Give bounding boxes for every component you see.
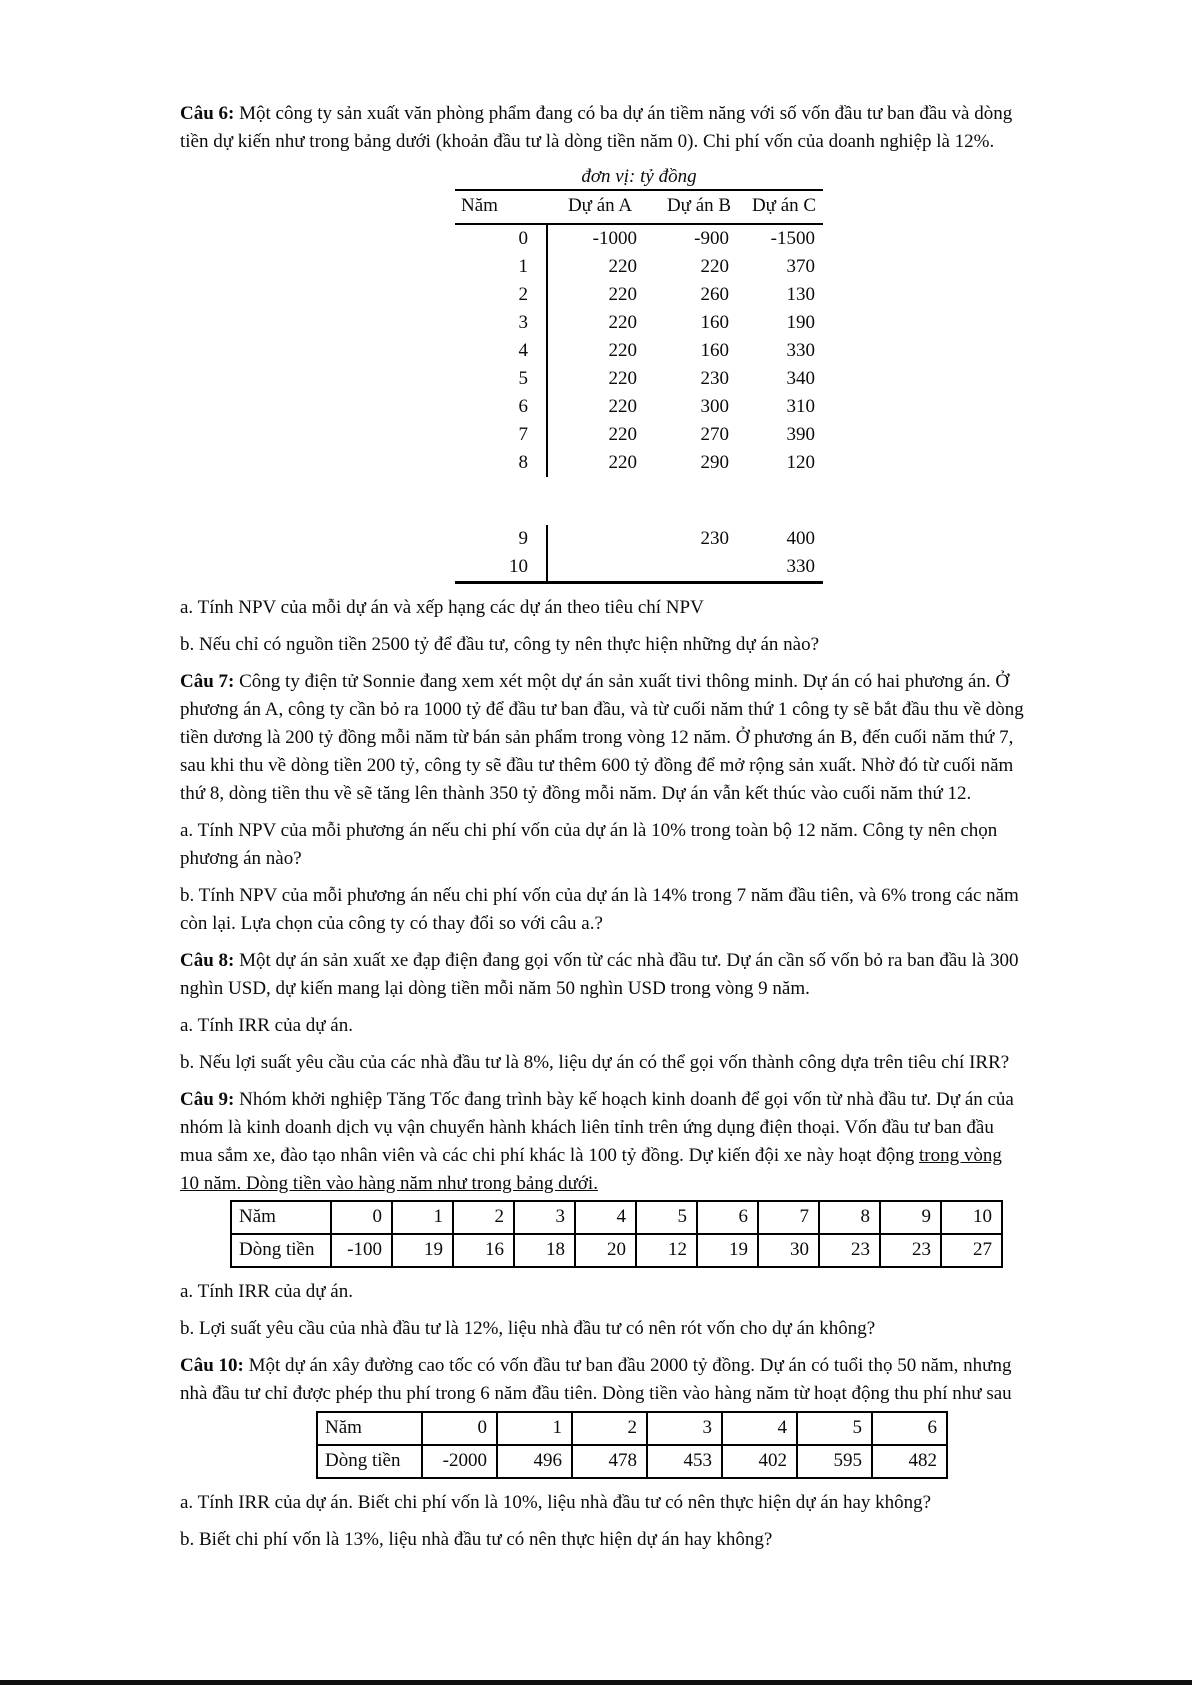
table-cell: 1: [455, 253, 547, 281]
table-cell: 9: [880, 1201, 941, 1234]
table-cell: [547, 525, 653, 553]
table-cell: 340: [786, 368, 815, 389]
table-cell: 120: [786, 452, 815, 473]
bottom-screen-edge-bar: [0, 1680, 1192, 1685]
table-cell: 9: [455, 525, 547, 553]
table-cell: 1: [497, 1412, 572, 1445]
table-cell: -1500: [770, 228, 815, 249]
table-cell: 1: [392, 1201, 453, 1234]
question-9-label: Câu 9:: [180, 1089, 235, 1110]
table-cell: 496: [497, 1445, 572, 1478]
document-body: [180, 100, 1025, 1563]
question-7-text: Công ty điện tử Sonnie đang xem xét một dự án sản xuất tivi thông minh. Dự án có hai phương án. Ở phương án A, công ty cần bỏ ra 1000 tỷ để đầu tư ban đầu, và từ cuối năm thứ 1 công ty sẽ bắt đầu thu về dòng tiền dương là 200 tỷ đồng mỗi năm từ bán sản phẩm trong vòng 12 năm. Ở phương án B, đến cuối năm thứ 7, sau khi thu về dòng tiền 200 tỷ, công ty sẽ đầu tư thêm 600 tỷ đồng để mở rộng sản xuất. Nhờ đó từ cuối năm thứ 8, dòng tiền thu về sẽ tăng lên thành 350 tỷ đồng mỗi năm. Dự án vẫn kết thúc vào cuối năm thứ 12.: [180, 671, 1024, 804]
table-cell: 23: [819, 1234, 880, 1267]
q6-header-project-c: Dự án C: [745, 190, 823, 224]
table-cell: 220: [608, 312, 637, 333]
question-8-label: Câu 8:: [180, 950, 235, 971]
table-cell: 2: [572, 1412, 647, 1445]
question-7-label: Câu 7:: [180, 671, 235, 692]
table-row: [455, 365, 823, 393]
q6-table-header-row: [455, 190, 823, 224]
table-cell: 23: [880, 1234, 941, 1267]
table-row: [455, 224, 823, 253]
table-cell: 27: [941, 1234, 1002, 1267]
table-cell: 3: [455, 309, 547, 337]
question-10-label: Câu 10:: [180, 1355, 244, 1376]
table-cell: 160: [700, 312, 729, 333]
table-cell: 130: [786, 284, 815, 305]
table-cell: 7: [758, 1201, 819, 1234]
question-10-text: Một dự án xây đường cao tốc có vốn đầu tư ban đầu 2000 tỷ đồng. Dự án có tuổi thọ 50 năm, nhưng nhà đầu tư chỉ được phép thu phí trong 6 năm đầu tiên. Dòng tiền vào hàng năm từ hoạt động thu phí như sau: [180, 1355, 1012, 1404]
question-8-text: Một dự án sản xuất xe đạp điện đang gọi vốn từ các nhà đầu tư. Dự án cần số vốn bỏ ra ban đầu là 300 nghìn USD, dự kiến mang lại dòng tiền mỗi năm 50 nghìn USD trong vòng 9 năm.: [180, 950, 1019, 999]
table-cell: -1000: [592, 228, 637, 249]
table-cell: 2: [455, 281, 547, 309]
question-10-paragraph: [180, 1352, 1025, 1408]
question-6-label: Câu 6:: [180, 103, 235, 124]
table-spacer-row: [455, 477, 823, 525]
table-row: [455, 253, 823, 281]
q6-header-project-b: Dự án B: [653, 190, 745, 224]
table-cell: 19: [392, 1234, 453, 1267]
table-row: [455, 421, 823, 449]
q6-header-year: Năm: [455, 190, 547, 224]
table-cell: 5: [455, 365, 547, 393]
table-cell: 330: [786, 340, 815, 361]
table-cell: 3: [647, 1412, 722, 1445]
q10-table-header-row: [317, 1412, 947, 1445]
table-cell: Dòng tiền: [317, 1445, 422, 1478]
table-cell: [653, 553, 745, 583]
table-cell: 3: [514, 1201, 575, 1234]
table-cell: 310: [786, 396, 815, 417]
table-cell: 370: [786, 256, 815, 277]
table-cell: Năm: [231, 1201, 331, 1234]
table-cell: 8: [819, 1201, 880, 1234]
question-8-paragraph: [180, 947, 1025, 1003]
table-cell: 453: [647, 1445, 722, 1478]
table-cell: 220: [608, 452, 637, 473]
table-row: [455, 337, 823, 365]
table-cell: [547, 553, 653, 583]
table-cell: 4: [455, 337, 547, 365]
table-cell: 230: [700, 528, 729, 549]
table-cell: 595: [797, 1445, 872, 1478]
table-cell: 12: [636, 1234, 697, 1267]
question-7a: a. Tính NPV của mỗi phương án nếu chi phí vốn của dự án là 10% trong toàn bộ 12 năm. Công ty nên chọn phương án nào?: [180, 820, 998, 869]
table-cell: -2000: [422, 1445, 497, 1478]
table-cell: 6: [872, 1412, 947, 1445]
table-row: [455, 449, 823, 477]
table-cell: 10: [455, 553, 547, 583]
table-cell: 260: [700, 284, 729, 305]
table-cell: 7: [455, 421, 547, 449]
question-9b: b. Lợi suất yêu cầu của nhà đầu tư là 12%, liệu nhà đầu tư có nên rót vốn cho dự án không?: [180, 1318, 876, 1339]
table-cell: 400: [786, 528, 815, 549]
table-row: [455, 525, 823, 553]
table-cell: 5: [797, 1412, 872, 1445]
table-cell: 220: [608, 340, 637, 361]
table-cell: 4: [722, 1412, 797, 1445]
question-6b: b. Nếu chỉ có nguồn tiền 2500 tỷ để đầu tư, công ty nên thực hiện những dự án nào?: [180, 634, 820, 655]
question-9a: a. Tính IRR của dự án.: [180, 1281, 353, 1302]
q9-table-value-row: [231, 1234, 1002, 1267]
table-cell: 220: [700, 256, 729, 277]
table-cell: 220: [608, 256, 637, 277]
table-row: [455, 393, 823, 421]
table-cell: 0: [455, 224, 547, 253]
question-6a: a. Tính NPV của mỗi dự án và xếp hạng các dự án theo tiêu chí NPV: [180, 597, 704, 618]
question-6-text: Một công ty sản xuất văn phòng phẩm đang có ba dự án tiềm năng với số vốn đầu tư ban đầu và dòng tiền dự kiến như trong bảng dưới (khoản đầu tư là dòng tiền năm 0). Chi phí vốn của doanh nghiệp là 12%.: [180, 103, 1013, 152]
question-8b: b. Nếu lợi suất yêu cầu của các nhà đầu tư là 8%, liệu dự án có thể gọi vốn thành công dựa trên tiêu chí IRR?: [180, 1052, 1010, 1073]
table-cell: Năm: [317, 1412, 422, 1445]
table-cell: Dòng tiền: [231, 1234, 331, 1267]
table-cell: 8: [455, 449, 547, 477]
question-10a: a. Tính IRR của dự án. Biết chi phí vốn là 10%, liệu nhà đầu tư có nên thực hiện dự án hay không?: [180, 1492, 932, 1513]
table-cell: 2: [453, 1201, 514, 1234]
table-cell: 220: [608, 424, 637, 445]
question-7b: b. Tính NPV của mỗi phương án nếu chi phí vốn của dự án là 14% trong 7 năm đầu tiên, và 6% trong các năm còn lại. Lựa chọn của công ty có thay đổi so với câu a.?: [180, 885, 1019, 934]
table-cell: 4: [575, 1201, 636, 1234]
q6-table-unit-caption: đơn vị: tỷ đồng: [581, 166, 697, 187]
q9-table-header-row: [231, 1201, 1002, 1234]
table-cell: 220: [608, 396, 637, 417]
q9-cashflow-table: [230, 1200, 1003, 1268]
table-cell: 390: [786, 424, 815, 445]
table-cell: 402: [722, 1445, 797, 1478]
table-cell: 270: [700, 424, 729, 445]
table-cell: 160: [700, 340, 729, 361]
table-cell: -100: [331, 1234, 392, 1267]
table-row: [455, 553, 823, 583]
table-cell: 300: [700, 396, 729, 417]
table-cell: 30: [758, 1234, 819, 1267]
q10-cashflow-table: [316, 1411, 948, 1479]
table-cell: 290: [700, 452, 729, 473]
table-cell: 0: [331, 1201, 392, 1234]
table-cell: 20: [575, 1234, 636, 1267]
table-cell: 482: [872, 1445, 947, 1478]
table-cell: 16: [453, 1234, 514, 1267]
table-cell: 5: [636, 1201, 697, 1234]
table-cell: 190: [786, 312, 815, 333]
question-9-text-underlined: trong vòng 10 năm. Dòng tiền vào hàng năm như trong bảng dưới.: [180, 1145, 1002, 1194]
table-cell: 230: [700, 368, 729, 389]
table-cell: 19: [697, 1234, 758, 1267]
table-cell: 478: [572, 1445, 647, 1478]
question-10b: b. Biết chi phí vốn là 13%, liệu nhà đầu tư có nên thực hiện dự án hay không?: [180, 1529, 773, 1550]
table-cell: 220: [608, 284, 637, 305]
question-6-paragraph: [180, 100, 1025, 156]
q6-cashflow-table: [455, 189, 823, 584]
question-9-paragraph: [180, 1086, 1025, 1198]
table-row: [455, 309, 823, 337]
table-cell: 0: [422, 1412, 497, 1445]
table-cell: 10: [941, 1201, 1002, 1234]
question-9-text: Nhóm khởi nghiệp Tăng Tốc đang trình bày kế hoạch kinh doanh để gọi vốn từ nhà đầu tư. Dự án của nhóm là kinh doanh dịch vụ vận chuyển hành khách liên tỉnh trên ứng dụng điện thoại. Vốn đầu tư ban đầu mua sắm xe, đào tạo nhân viên và các chi phí khác là 100 tỷ đồng. Dự kiến đội xe này hoạt động: [180, 1089, 1014, 1166]
table-cell: 18: [514, 1234, 575, 1267]
table-cell: 220: [608, 368, 637, 389]
question-8a: a. Tính IRR của dự án.: [180, 1015, 353, 1036]
q10-table-value-row: [317, 1445, 947, 1478]
q6-header-project-a: Dự án A: [547, 190, 653, 224]
table-cell: 6: [455, 393, 547, 421]
table-cell: -900: [694, 228, 729, 249]
table-cell: 330: [786, 556, 815, 577]
table-row: [455, 281, 823, 309]
question-7-paragraph: [180, 668, 1025, 808]
table-cell: 6: [697, 1201, 758, 1234]
